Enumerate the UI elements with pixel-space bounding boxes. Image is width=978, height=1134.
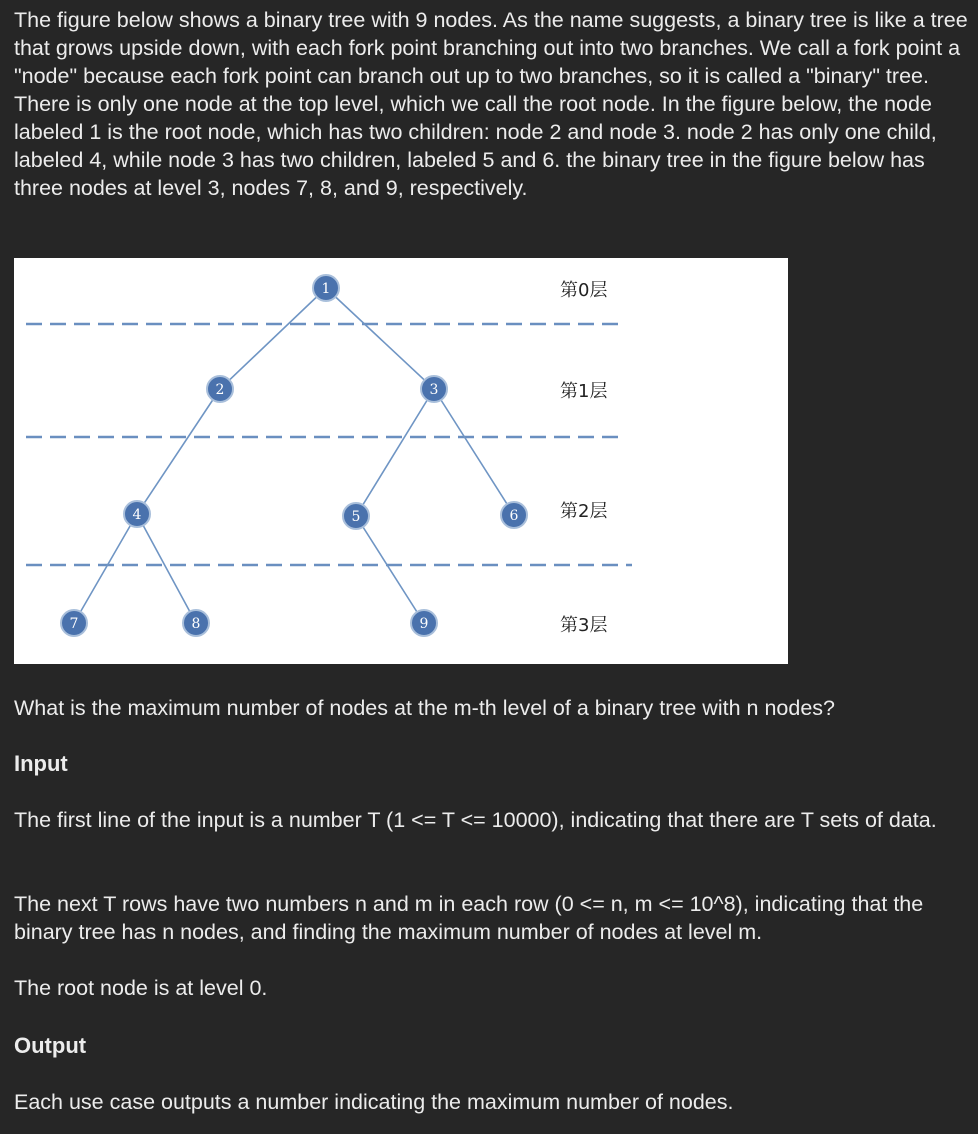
- input-paragraph-2: The next T rows have two numbers n and m in each row (0 <= n, m <= 10^8), indicating that the binary tree has n nodes, and finding the maximum number of nodes at level m.: [14, 892, 924, 944]
- svg-text:6: 6: [509, 508, 519, 524]
- binary-tree-figure: [14, 258, 788, 664]
- intro-paragraph: The figure below shows a binary tree with 9 nodes. As the name suggests, a binary tree is like a tree that grows upside down, with each fork point branching out into two branches. We call a fork point a "node" because each fork point can branch out up to two branches, so it is called a "binary" tree. There is only one node at the top level, which we call the root node. In the figure below, the node labeled 1 is the root node, which has two children: node 2 and node 3. node 2 has only one child, labeled 4, while node 3 has two children, labeled 5 and 6. the binary tree in the figure below has three nodes at level 3, nodes 7, 8, and 9, respectively.: [14, 8, 968, 200]
- tree-node-7: [61, 610, 87, 636]
- tree-nodes: [61, 275, 527, 636]
- edge-3-6: [434, 389, 514, 515]
- svg-text:8: 8: [191, 616, 201, 632]
- level-labels: [560, 280, 607, 636]
- output-heading: Output: [14, 1033, 87, 1058]
- level-dividers: [26, 324, 632, 565]
- level-label-3: 第3层: [560, 615, 608, 636]
- tree-node-5: [343, 503, 369, 529]
- tree-node-2: [207, 376, 233, 402]
- edge-2-4: [137, 389, 220, 514]
- svg-text:4: 4: [132, 507, 142, 523]
- svg-text:1: 1: [321, 281, 331, 297]
- input-paragraph-3: The root node is at level 0.: [14, 976, 268, 1000]
- tree-node-6: [501, 502, 527, 528]
- tree-node-3: [421, 376, 447, 402]
- level-label-0: 第0层: [560, 280, 608, 301]
- binary-tree-diagram: [14, 258, 788, 664]
- edge-4-8: [137, 514, 196, 623]
- edge-5-9: [356, 516, 424, 623]
- tree-node-9: [411, 610, 437, 636]
- tree-node-4: [124, 501, 150, 527]
- input-heading: Input: [14, 751, 68, 776]
- question-paragraph: What is the maximum number of nodes at the m-th level of a binary tree with n nodes?: [14, 696, 835, 720]
- edge-1-3: [326, 288, 434, 389]
- tree-edges: [74, 288, 514, 623]
- svg-text:5: 5: [351, 509, 361, 525]
- tree-node-8: [183, 610, 209, 636]
- svg-text:7: 7: [69, 616, 79, 632]
- edge-3-5: [356, 389, 434, 516]
- level-label-1: 第1层: [560, 381, 608, 402]
- edge-4-7: [74, 514, 137, 623]
- tree-node-1: [313, 275, 339, 301]
- input-paragraph-1: The first line of the input is a number T (1 <= T <= 10000), indicating that there are T sets of data.: [14, 808, 937, 832]
- edge-1-2: [220, 288, 326, 389]
- level-label-2: 第2层: [560, 501, 608, 522]
- svg-text:9: 9: [419, 616, 429, 632]
- svg-text:3: 3: [429, 382, 439, 398]
- svg-text:2: 2: [215, 382, 225, 398]
- output-paragraph: Each use case outputs a number indicating the maximum number of nodes.: [14, 1090, 734, 1114]
